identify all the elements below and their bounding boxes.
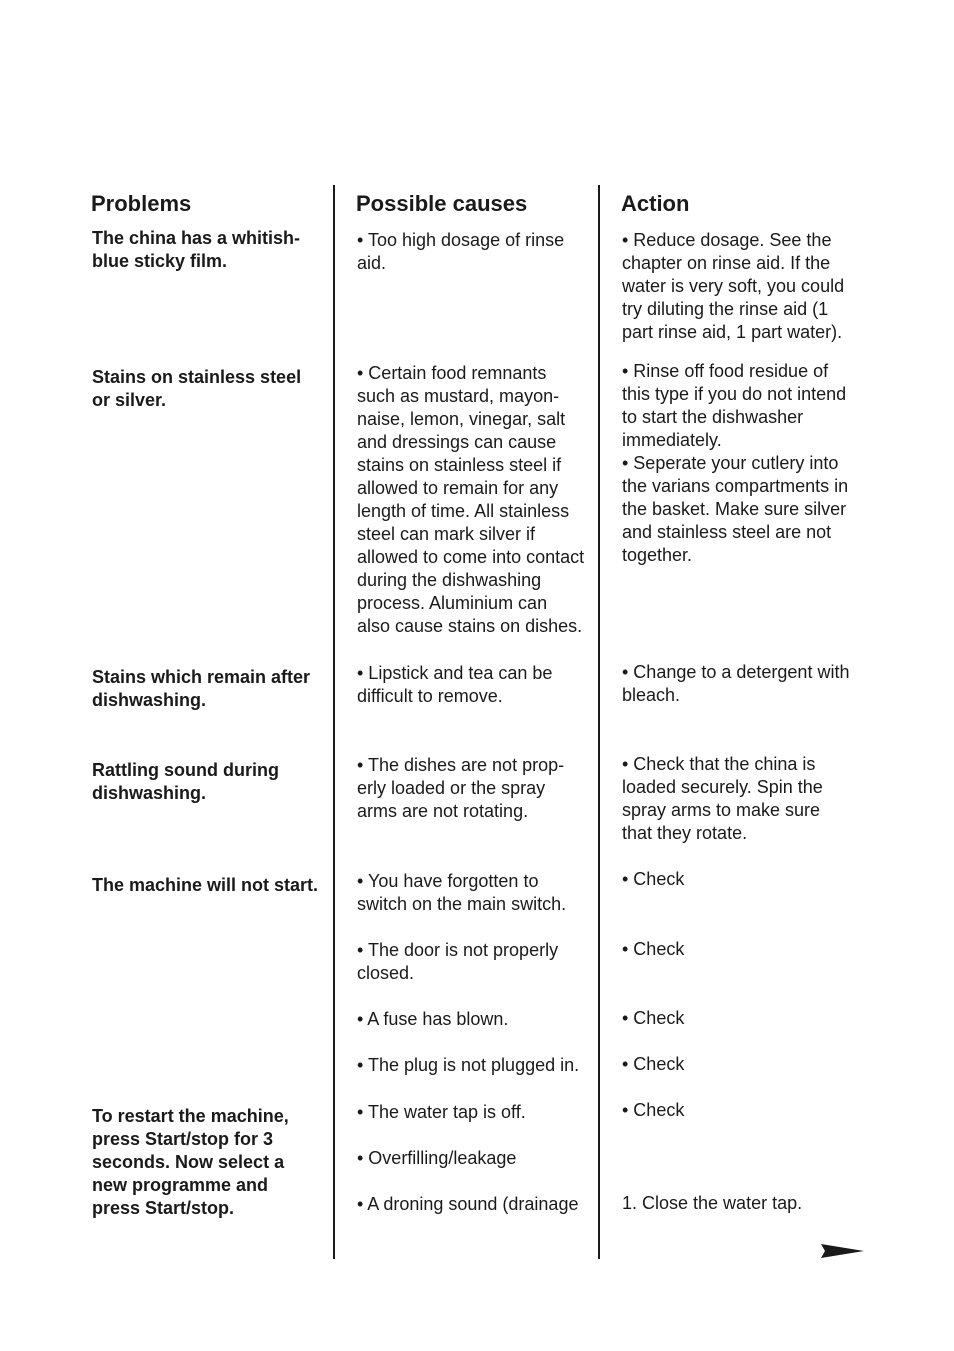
action-check-door: • Check bbox=[622, 939, 685, 959]
action-check-loading: • Check that the china is loaded securely. Spin the spray arms to make sure that they rotate. bbox=[622, 754, 823, 843]
problem-stains-remain: Stains which remain after dishwashing. bbox=[92, 667, 311, 710]
column-divider-2 bbox=[598, 185, 600, 1259]
cause-main-switch: • You have forgotten to switch on the main switch. bbox=[357, 871, 567, 914]
action-check-fuse: • Check bbox=[622, 1008, 685, 1028]
problem-machine-not-start: The machine will not start. bbox=[92, 875, 319, 895]
action-reduce-dosage: • Reduce dosage. See the chapter on rinse aid. If the water is very soft, you could try diluting the rinse aid (1 part rinse aid, 1 part water). bbox=[622, 230, 845, 342]
problem-stains-steel-silver: Stains on stainless steel or silver. bbox=[92, 367, 302, 410]
action-close-water-tap: 1. Close the water tap. bbox=[622, 1193, 803, 1213]
action-rinse-separate-cutlery: • Rinse off food residue of this type if you do not intend to start the dishwasher immediately. • Seperate your cutlery into the varians compartments in the basket. Make sure silver and stainless steel are not together. bbox=[622, 361, 849, 565]
problem-whitish-film: The china has a whitish- blue sticky film. bbox=[92, 228, 301, 271]
problem-restart-instructions: To restart the machine, press Start/stop for 3 seconds. Now select a new programme and press Start/stop. bbox=[92, 1106, 289, 1218]
cause-plug: • The plug is not plugged in. bbox=[357, 1055, 580, 1075]
cause-water-tap-off: • The water tap is off. bbox=[357, 1102, 526, 1122]
problem-rattling-sound: Rattling sound during dishwashing. bbox=[92, 760, 279, 803]
cause-rinse-dosage: • Too high dosage of rinse aid. bbox=[357, 230, 565, 273]
action-check-water-tap: • Check bbox=[622, 1100, 685, 1120]
header-problems: Problems bbox=[91, 191, 192, 216]
header-possible-causes: Possible causes bbox=[356, 191, 528, 216]
cause-fuse-blown: • A fuse has blown. bbox=[357, 1009, 509, 1029]
continue-arrow-icon bbox=[821, 1243, 864, 1259]
action-check-switch: • Check bbox=[622, 869, 685, 889]
header-action: Action bbox=[621, 191, 690, 216]
cause-droning-sound: • A droning sound (drainage bbox=[357, 1194, 579, 1214]
cause-lipstick-tea: • Lipstick and tea can be difficult to remove. bbox=[357, 663, 553, 706]
cause-overfilling: • Overfilling/leakage bbox=[357, 1148, 517, 1168]
action-change-detergent: • Change to a detergent with bleach. bbox=[622, 662, 850, 705]
cause-door-not-closed: • The door is not properly closed. bbox=[357, 940, 559, 983]
column-divider-1 bbox=[333, 185, 335, 1259]
cause-food-remnants: • Certain food remnants such as mustard, mayon- naise, lemon, vinegar, salt and dressings can cause stains on stainless steel if allowed to remain for any length of time. All stainless steel can mark silver if allowed to come into contact during the dishwashing process. Aluminium can also cause stains on dishes. bbox=[357, 363, 585, 636]
cause-improper-loading: • The dishes are not prop- erly loaded or the spray arms are not rotating. bbox=[357, 755, 565, 821]
action-check-plug: • Check bbox=[622, 1054, 685, 1074]
